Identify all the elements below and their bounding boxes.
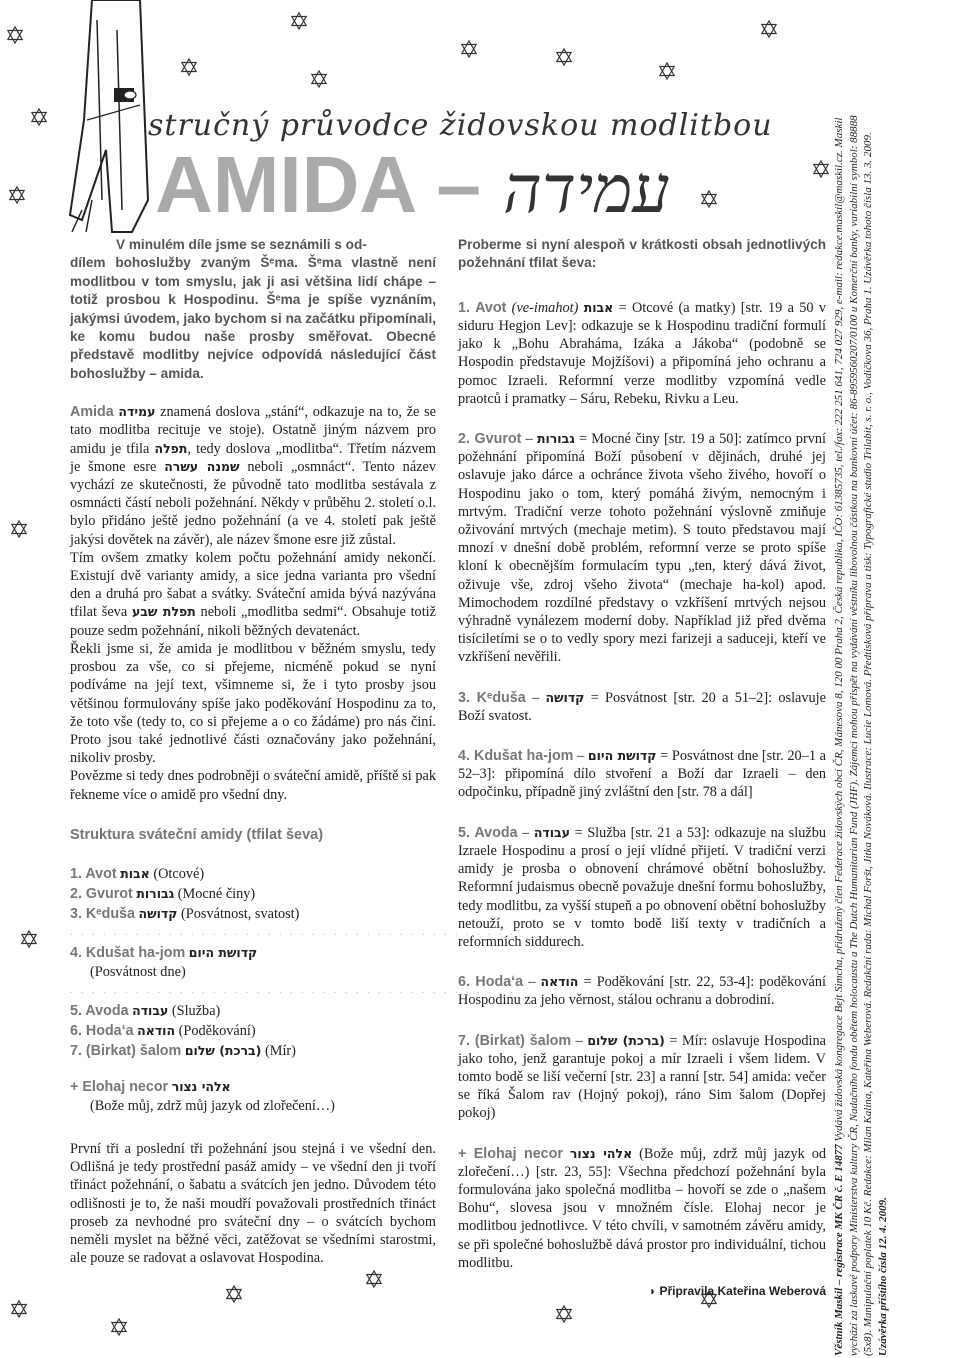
list-item-hebrew: (ברכת) שלום [184, 1042, 262, 1058]
blessing-item [458, 299, 826, 408]
star-of-david-icon [812, 160, 830, 178]
star-of-david-icon [20, 930, 38, 948]
list-item-hebrew: הודאה [137, 1022, 176, 1038]
title-latin: AMIDA – [155, 140, 481, 229]
blessing-term: 2. Gvurot [458, 431, 522, 448]
title-hebrew: עמידה [503, 151, 670, 228]
list-item-subtext: (Posvátnost dne) [90, 963, 186, 980]
paragraph-next: Povězme si tedy dnes podrobněji o sváteční amidě, příště si pak řekneme více o amidě pro všední dny. [70, 768, 436, 803]
list-item-text: (Služba) [168, 1002, 221, 1019]
star-of-david-icon [310, 70, 328, 88]
page-subtitle: stručný průvodce židovskou modlitbou [148, 108, 773, 143]
blessing-extra: (ve-imahot) [506, 299, 584, 316]
star-of-david-icon [700, 190, 718, 208]
blessing-term: 4. Kdušat ha-jom [458, 748, 574, 765]
blessing-text: = Poděkování [str. 22, 53-4]: poděkování Hospodinu za jeho věrnost, stálou ochranu a dobrodiní. [458, 974, 827, 1009]
list-item [70, 1041, 436, 1061]
list-item-hebrew: עבודה [132, 1002, 169, 1018]
blessing-text: = Posvátnost dne [str. 20–1 a 52–3]: připomíná dílo stvoření a Boží dar Izraeli – den odpočinku, případně jiný zvláštní den [str. 78 a dál] [458, 748, 826, 801]
blessing-term: 6. Hodaʻa [458, 974, 524, 991]
list-item-subtext: (Bože můj, zdrž můj jazyk od zlořečení…) [90, 1097, 335, 1114]
star-of-david-icon [10, 1300, 28, 1318]
blessing-item [458, 430, 826, 667]
list-item-hebrew: גבורות [136, 885, 175, 901]
list-item-term: 3. Kᵉduša [70, 905, 135, 922]
star-of-david-icon [110, 1318, 128, 1336]
blessing-item [458, 824, 826, 951]
list-item [70, 1001, 436, 1021]
lead-text: dílem bohoslužby zvaným Šᵉma. Šᵉma vlastně není modlitbou v tom smyslu, jak ji asi většina lidí chápe – totiž prosbou k Hospodinu. Šᵉma je spíše vyznáním, jakýmsi úvodem, jako bychom si na začátku připomínali, ke komu budou naše prosby směřovat. Obecné představě modlitby nejvíce odpovídá následující část bohoslužby – amida. [70, 255, 436, 381]
star-of-david-icon [555, 1305, 573, 1323]
list-item-hebrew: אלהי נצור [171, 1078, 231, 1094]
list-item-term: 4. Kdušat ha-jom [70, 944, 186, 961]
term-amida: Amida [70, 404, 114, 421]
blessing-term: 5. Avoda [458, 824, 518, 841]
blessing-hebrew: (ברכת) שלום [587, 1032, 665, 1048]
list-item [70, 1077, 436, 1097]
blessing-extra: – [521, 431, 537, 448]
blessing-text: = Služba [str. 21 a 53]: odkazuje na službu Izraele Hospodinu a prosí o její vlídné přijetí. V tradiční verzi amidy je prosba o obnovení chrámové obětní bohoslužby. Reformní judaismus obecně považuje dnešní formu bohoslužby, tedy modlitbu, za vyšší stupeň a po obnovení obětní bohoslužby netouží, proto se v tomto bodě liší texty v tradičních a reformních siddurech. [458, 824, 826, 950]
list-item-hebrew: קדושת היום [188, 944, 258, 960]
blessing-term: 3. Kᵉduša [458, 689, 526, 706]
credit-mark-icon: ◗ [648, 1283, 657, 1298]
blessing-item [458, 747, 826, 802]
paragraph-text: znamená doslova „stání“, odkazuje na to, že se tato modlitba recituje ve stoje). Ostatně jiným názvem pro amidu je tfila [70, 404, 437, 457]
list-item-text: (Poděkování) [175, 1022, 256, 1039]
blessing-item [458, 689, 826, 725]
blessing-text: = Mocné činy [str. 19 a 50]: zatímco první požehnání připomíná Boží působení v dějinách, druhé jej oslavuje jako dárce a ochránce života všeho živého, hovoří o Hospodinu jako o tom, který pomáhá živým, nemocným i mrtvým. Tradiční verze tohoto požehnání výslovně zmiňuje oživování mrtvých (mechaje metim). S touto představou mají mnozí v dnešní době problém, reformní verze se proto spíše kloní k obecnějším formulacím typu „ten, který dává život, oživuje vše, zdroj všeho života“ (mechaje ha-kol) apod. Mimochodem rozdílné představy o vzkříšení mrtvých nejsou výhradně vynálezem moderní doby. Například již před dvěma tisíciletími se o to vedly spory mezi farizeji a saduceji, kteří ve vzkříšení nevěřili. [458, 431, 826, 666]
list-item-term: 1. Avot [70, 865, 117, 882]
author-credit [458, 1282, 826, 1300]
dotted-divider: . . . . . . . . . . . . . . . . . . . . . . . . . . . . . . . . . . . . . . . . . [70, 926, 516, 938]
star-of-david-icon [225, 1285, 243, 1303]
list-item-text: (Mír) [261, 1042, 296, 1059]
left-column [70, 236, 516, 1267]
list-item [70, 884, 436, 904]
paragraph-text: Tím ovšem zmatky kolem počtu požehnání amidy nekončí. Existují dvě varianty amidy, a sice jedna varianta pro všední den a druhá pro šabat a svátky. Sváteční amida bývá nazývána tfilat ševa [70, 549, 436, 621]
list-item-term: 2. Gvurot [70, 885, 133, 902]
paragraph-text: neboli „osmnáct“. Tento název vychází ze skutečnosti, že původně tato modlitba sestávala z osmnácti částí neboli požehnání. Někdy v průběhu 2. století o.l. bylo přidáno ještě jedno požehnání (a ve 4. století pak ještě jakýsi dovětek na závěr), ale název šmone esre již zůstal. [70, 458, 437, 548]
hebrew-tfilat-sheva: תפלת שבע [131, 604, 196, 620]
star-of-david-icon [8, 186, 26, 204]
page-title [155, 140, 670, 235]
dotted-divider: . . . . . . . . . . . . . . . . . . . . . . . . . . . . . . . . . . . . . . . . . [70, 984, 516, 996]
blessing-extra: – [573, 748, 588, 765]
blessing-text: (Bože můj, zdrž můj jazyk od zlořečení…) [str. 23, 55]: Všechna předchozí požehnání byla formulována jako společná modlitba – hovoří se zde o „našem Bohu“, slovesa jsou v množném čísle. Elohaj necor je modlitbou jednotlivce. V této chvíli, v samotném závěru amidy, se při společné bohoslužbě dává prostor pro individuální, tichou modlitbu. [458, 1145, 826, 1271]
star-of-david-icon [555, 48, 573, 66]
blessing-hebrew: קדושה [545, 689, 585, 705]
list-item [70, 904, 436, 924]
star-of-david-icon [10, 520, 28, 538]
blessing-extra: – [517, 824, 534, 841]
star-of-david-icon [760, 20, 778, 38]
list-item-text: (Mocné činy) [174, 885, 256, 902]
blessing-hebrew: אלהי נצור [569, 1145, 633, 1161]
hebrew-amida: עמידה [118, 404, 156, 420]
star-of-david-icon [30, 108, 48, 126]
star-of-david-icon [365, 1270, 383, 1288]
lead-paragraph [70, 236, 436, 383]
structure-list [70, 864, 516, 1116]
paragraph-text: , tedy doslova „modlitba“. Třetím názvem je šmone esre [70, 440, 436, 475]
paragraph-blessings: Řekli jsme si, že amida je modlitbou v běžném smyslu, tedy prosbou za vše, co si přejeme, nicméně pokud se nyní podíváme na její text, všimneme si, že i tyto prosby jsou většinou formulovány spíše jako poděkování Hospodinu za to, že toto vše (tedy to, co si přejeme a o co žádáme) pro nás činí. Proto jsou také jednotlivé části označovány jako požehnání, nikoliv prosby. [70, 640, 436, 767]
hebrew-tfila: תפלה [154, 440, 188, 456]
star-of-david-icon [6, 26, 24, 44]
blessing-term: 1. Avot [458, 299, 507, 316]
list-item [70, 943, 436, 963]
star-of-david-icon [290, 12, 308, 30]
registration-note: Věstník Maskil – registrace MK ČR č. E 14877 [833, 1144, 845, 1356]
star-of-david-icon [658, 62, 676, 80]
blessing-hebrew: אבות [583, 299, 614, 315]
paragraph-text: neboli „modlitba sedmi“. Obsahuje totiž pouze sedm požehnání, nikoli běžných devatenáct. [70, 604, 436, 639]
blessing-item [458, 1032, 826, 1123]
list-item [70, 864, 436, 884]
blessing-extra [563, 1146, 570, 1162]
blessing-extra: – [571, 1032, 588, 1049]
list-item-term: 6. Hodaʻa [70, 1022, 134, 1039]
list-item [70, 1021, 436, 1041]
blessing-text: = Otcové (a matky) [str. 19 a 50 v siduru Hegjon Lev]: odkazuje se k Hospodinu tradiční formulí jako k „Bohu Abraháma, Izáka a Jákoba“ (podobně se Hospodin představuje Mojžíšovi) a připomíná jeho ochranu a pomoc Izraeli. Reformní verze modlitby vzpomíná vedle praotců i pramatky – Sáru, Rebeku, Rivku a Leu. [458, 299, 826, 407]
blessing-hebrew: עבודה [533, 824, 570, 840]
list-item-term: 7. (Birkat) šalom [70, 1042, 182, 1059]
hebrew-shmone-esre: שמנה עשרה [164, 458, 240, 474]
structure-heading: Struktura sváteční amidy (tfilat ševa) [70, 826, 324, 843]
star-of-david-icon [460, 40, 478, 58]
colophon-sidebar [832, 106, 942, 1356]
star-of-david-icon [180, 58, 198, 76]
list-item-text: (Posvátnost, svatost) [177, 905, 300, 922]
blessing-extra: – [523, 974, 541, 991]
paragraph-amida-meaning [70, 403, 436, 549]
list-item-term: + Elohaj necor [70, 1078, 169, 1095]
blessing-hebrew: קדושת היום [587, 748, 657, 764]
colophon-text: Vydává židovská kongregace Bejt Simcha, přidružený člen Federace židovských obcí ČR, Mánesova 8, 120 00 Praha 2, Česká republika, IČO: 61385735, tel./fax: 222 251 641, 724 027 929, e-mail: redakce.maskil@maskil.cz. Maskil vychází za laskavé podpory Ministerstva kultury ČR, Nadačního fondu obětem holocaustu a The Dutch Humanitarian Fund (JHF). Zájemci mohou přispět na vydávání věstníku libovolnou částkou na bankovní účet: 86-8959560207/0100 u Komerční banky, variabilní symbol: 88888 (5x8). Manipulační poplatek 10 Kč. Redakce: Milan Kalina, Kateřina Weberová. Redakční rada: Michal Foršt, Jitka Nováková. Ilustrace: Lucie Lomová. Předtisková příprava a tisk: Typografické studio Trilabit, s. r. o., Vodičkova 36, Praha 1. Uzávěrka tohoto čísla 13. 3. 2009. [833, 115, 874, 1356]
blessing-text: = Posvátnost [str. 20 a 51–2]: oslavuje Boží svatost. [458, 689, 827, 724]
list-item-text: (Otcové) [149, 865, 205, 882]
praying-figure-illustration [62, 0, 152, 232]
blessing-term: + Elohaj necor [458, 1145, 563, 1162]
list-item-hebrew: אבות [120, 865, 150, 881]
blessing-hebrew: הודאה [540, 974, 579, 990]
list-item-term: 5. Avoda [70, 1002, 129, 1019]
credit-text: Připravila Kateřina Weberová [659, 1283, 826, 1298]
blessing-item [458, 973, 826, 1009]
paragraph-conclusion: První tři a poslední tři požehnání jsou stejná i ve všední den. Odlišná je tedy prostřední pasáž amidy – ve všední den ji tvoří třináct požehnání, o šabatu a svátcích jen jedno. Důvodem této odlišnosti je to, že naši moudří považovali prostředních třináct proseb za nevhodné pro sváteční dny – o svátcích bychom neměli myslet na běžné věci, zatěžovat se všedními starostmi, ale pouze se radovat a oslavovat Hospodina. [70, 1140, 436, 1267]
right-column [458, 236, 826, 1300]
blessing-text: = Mír: oslavuje Hospodina jako toho, jenž garantuje pokoj a mír Izraeli i všem lidem. V tomto bodě se liší večerní [str. 23] a ranní [str. 54] amida: večer se říká Šalom rav (Hojný pokoj), ráno Sim šalom (Dopřej pokoj) [458, 1032, 826, 1122]
lead-line-1: V minulém díle jsme se seznámili s od- [116, 237, 367, 252]
blessing-item [458, 1145, 826, 1272]
list-item-hebrew: קדושה [138, 905, 178, 921]
blessing-hebrew: גבורות [536, 431, 575, 447]
paragraph-variants [70, 549, 436, 640]
next-deadline: Uzávěrka příštího čísla 12. 4. 2009. [876, 1197, 889, 1356]
blessing-term: 7. (Birkat) šalom [458, 1032, 572, 1049]
blessing-extra: – [525, 689, 546, 706]
right-intro: Proberme si nyní alespoň v krátkosti obsah jednotlivých požehnání tfilat ševa: [458, 237, 826, 271]
